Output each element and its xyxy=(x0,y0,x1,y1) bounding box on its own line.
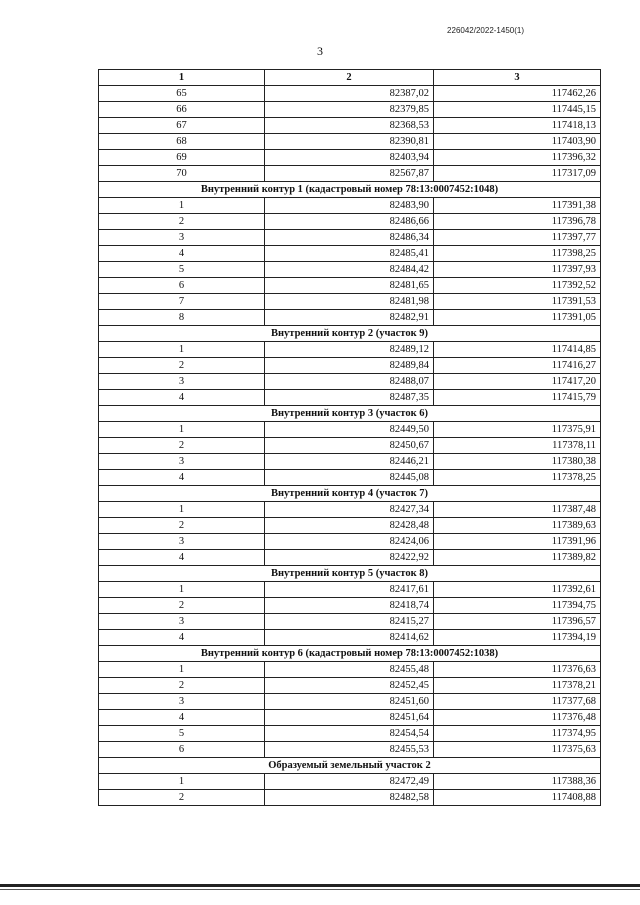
y-coordinate-cell: 117388,36 xyxy=(434,774,601,790)
table-row xyxy=(99,470,601,486)
point-number-cell: 1 xyxy=(99,422,265,438)
x-coordinate-cell: 82390,81 xyxy=(265,134,434,150)
table-row xyxy=(99,214,601,230)
point-number-cell: 2 xyxy=(99,790,265,806)
point-number-cell: 2 xyxy=(99,214,265,230)
section-title: Внутренний контур 1 (кадастровый номер 78:13:0007452:1048) xyxy=(99,182,601,198)
x-coordinate-cell: 82449,50 xyxy=(265,422,434,438)
table-row xyxy=(99,118,601,134)
x-coordinate-cell: 82472,49 xyxy=(265,774,434,790)
point-number-cell: 4 xyxy=(99,470,265,486)
x-coordinate-cell: 82452,45 xyxy=(265,678,434,694)
x-coordinate-cell: 82567,87 xyxy=(265,166,434,182)
bottom-divider-thin xyxy=(0,889,640,890)
page-number: 3 xyxy=(317,44,323,58)
bottom-divider xyxy=(0,884,640,887)
x-coordinate-cell: 82481,65 xyxy=(265,278,434,294)
point-number-cell: 69 xyxy=(99,150,265,166)
table-row xyxy=(99,166,601,182)
table-row xyxy=(99,390,601,406)
table-row xyxy=(99,374,601,390)
x-coordinate-cell: 82482,58 xyxy=(265,790,434,806)
x-coordinate-cell: 82486,66 xyxy=(265,214,434,230)
y-coordinate-cell: 117414,85 xyxy=(434,342,601,358)
x-coordinate-cell: 82454,54 xyxy=(265,726,434,742)
y-coordinate-cell: 117392,61 xyxy=(434,582,601,598)
x-coordinate-cell: 82486,34 xyxy=(265,230,434,246)
column-header: 1 xyxy=(99,70,265,86)
table-row xyxy=(99,790,601,806)
table-row xyxy=(99,358,601,374)
section-header-row xyxy=(99,486,601,502)
y-coordinate-cell: 117391,96 xyxy=(434,534,601,550)
point-number-cell: 2 xyxy=(99,598,265,614)
x-coordinate-cell: 82484,42 xyxy=(265,262,434,278)
table-row xyxy=(99,134,601,150)
x-coordinate-cell: 82418,74 xyxy=(265,598,434,614)
x-coordinate-cell: 82483,90 xyxy=(265,198,434,214)
point-number-cell: 2 xyxy=(99,678,265,694)
y-coordinate-cell: 117397,77 xyxy=(434,230,601,246)
x-coordinate-cell: 82451,60 xyxy=(265,694,434,710)
table-row xyxy=(99,150,601,166)
point-number-cell: 6 xyxy=(99,742,265,758)
point-number-cell: 68 xyxy=(99,134,265,150)
section-title: Образуемый земельный участок 2 xyxy=(99,758,601,774)
y-coordinate-cell: 117396,78 xyxy=(434,214,601,230)
x-coordinate-cell: 82424,06 xyxy=(265,534,434,550)
section-header-row xyxy=(99,182,601,198)
x-coordinate-cell: 82414,62 xyxy=(265,630,434,646)
table-row xyxy=(99,614,601,630)
y-coordinate-cell: 117394,75 xyxy=(434,598,601,614)
table-row xyxy=(99,246,601,262)
x-coordinate-cell: 82427,34 xyxy=(265,502,434,518)
x-coordinate-cell: 82450,67 xyxy=(265,438,434,454)
section-title: Внутренний контур 4 (участок 7) xyxy=(99,486,601,502)
point-number-cell: 4 xyxy=(99,710,265,726)
table-row xyxy=(99,422,601,438)
x-coordinate-cell: 82368,53 xyxy=(265,118,434,134)
point-number-cell: 4 xyxy=(99,390,265,406)
table-row xyxy=(99,550,601,566)
y-coordinate-cell: 117396,32 xyxy=(434,150,601,166)
table-body xyxy=(99,86,601,806)
table-row xyxy=(99,86,601,102)
x-coordinate-cell: 82482,91 xyxy=(265,310,434,326)
point-number-cell: 7 xyxy=(99,294,265,310)
point-number-cell: 5 xyxy=(99,726,265,742)
table-row xyxy=(99,342,601,358)
x-coordinate-cell: 82415,27 xyxy=(265,614,434,630)
x-coordinate-cell: 82481,98 xyxy=(265,294,434,310)
x-coordinate-cell: 82487,35 xyxy=(265,390,434,406)
y-coordinate-cell: 117392,52 xyxy=(434,278,601,294)
point-number-cell: 2 xyxy=(99,438,265,454)
y-coordinate-cell: 117317,09 xyxy=(434,166,601,182)
point-number-cell: 6 xyxy=(99,278,265,294)
table-row xyxy=(99,278,601,294)
y-coordinate-cell: 117418,13 xyxy=(434,118,601,134)
point-number-cell: 4 xyxy=(99,630,265,646)
x-coordinate-cell: 82488,07 xyxy=(265,374,434,390)
column-header: 3 xyxy=(434,70,601,86)
y-coordinate-cell: 117396,57 xyxy=(434,614,601,630)
column-header: 2 xyxy=(265,70,434,86)
x-coordinate-cell: 82489,12 xyxy=(265,342,434,358)
x-coordinate-cell: 82455,48 xyxy=(265,662,434,678)
table-row xyxy=(99,630,601,646)
section-header-row xyxy=(99,406,601,422)
y-coordinate-cell: 117391,38 xyxy=(434,198,601,214)
table-row xyxy=(99,454,601,470)
y-coordinate-cell: 117380,38 xyxy=(434,454,601,470)
coordinates-table xyxy=(98,69,601,806)
point-number-cell: 3 xyxy=(99,230,265,246)
y-coordinate-cell: 117376,63 xyxy=(434,662,601,678)
y-coordinate-cell: 117387,48 xyxy=(434,502,601,518)
point-number-cell: 4 xyxy=(99,550,265,566)
table-row xyxy=(99,198,601,214)
table-row xyxy=(99,710,601,726)
table-row xyxy=(99,774,601,790)
table-row xyxy=(99,438,601,454)
y-coordinate-cell: 117398,25 xyxy=(434,246,601,262)
x-coordinate-cell: 82489,84 xyxy=(265,358,434,374)
x-coordinate-cell: 82387,02 xyxy=(265,86,434,102)
point-number-cell: 1 xyxy=(99,342,265,358)
x-coordinate-cell: 82379,85 xyxy=(265,102,434,118)
table-row xyxy=(99,502,601,518)
x-coordinate-cell: 82485,41 xyxy=(265,246,434,262)
point-number-cell: 5 xyxy=(99,262,265,278)
x-coordinate-cell: 82455,53 xyxy=(265,742,434,758)
point-number-cell: 65 xyxy=(99,86,265,102)
x-coordinate-cell: 82451,64 xyxy=(265,710,434,726)
y-coordinate-cell: 117394,19 xyxy=(434,630,601,646)
table-row xyxy=(99,262,601,278)
table-row xyxy=(99,102,601,118)
point-number-cell: 3 xyxy=(99,454,265,470)
y-coordinate-cell: 117408,88 xyxy=(434,790,601,806)
y-coordinate-cell: 117462,26 xyxy=(434,86,601,102)
y-coordinate-cell: 117378,11 xyxy=(434,438,601,454)
y-coordinate-cell: 117376,48 xyxy=(434,710,601,726)
y-coordinate-cell: 117403,90 xyxy=(434,134,601,150)
table-header-row xyxy=(99,70,601,86)
point-number-cell: 3 xyxy=(99,374,265,390)
table-row xyxy=(99,310,601,326)
point-number-cell: 3 xyxy=(99,694,265,710)
y-coordinate-cell: 117375,63 xyxy=(434,742,601,758)
point-number-cell: 8 xyxy=(99,310,265,326)
point-number-cell: 67 xyxy=(99,118,265,134)
table-row xyxy=(99,694,601,710)
point-number-cell: 70 xyxy=(99,166,265,182)
y-coordinate-cell: 117417,20 xyxy=(434,374,601,390)
point-number-cell: 1 xyxy=(99,502,265,518)
point-number-cell: 3 xyxy=(99,534,265,550)
section-header-row xyxy=(99,566,601,582)
y-coordinate-cell: 117416,27 xyxy=(434,358,601,374)
table-row xyxy=(99,678,601,694)
x-coordinate-cell: 82403,94 xyxy=(265,150,434,166)
table-row xyxy=(99,598,601,614)
point-number-cell: 1 xyxy=(99,198,265,214)
y-coordinate-cell: 117377,68 xyxy=(434,694,601,710)
table-row xyxy=(99,582,601,598)
section-title: Внутренний контур 5 (участок 8) xyxy=(99,566,601,582)
y-coordinate-cell: 117415,79 xyxy=(434,390,601,406)
x-coordinate-cell: 82417,61 xyxy=(265,582,434,598)
y-coordinate-cell: 117389,82 xyxy=(434,550,601,566)
table-row xyxy=(99,742,601,758)
point-number-cell: 1 xyxy=(99,774,265,790)
y-coordinate-cell: 117374,95 xyxy=(434,726,601,742)
section-header-row xyxy=(99,646,601,662)
section-title: Внутренний контур 2 (участок 9) xyxy=(99,326,601,342)
y-coordinate-cell: 117375,91 xyxy=(434,422,601,438)
document-id: 226042/2022-1450(1) xyxy=(447,26,524,35)
section-title: Внутренний контур 6 (кадастровый номер 78:13:0007452:1038) xyxy=(99,646,601,662)
section-header-row xyxy=(99,758,601,774)
y-coordinate-cell: 117397,93 xyxy=(434,262,601,278)
table-row xyxy=(99,230,601,246)
x-coordinate-cell: 82445,08 xyxy=(265,470,434,486)
point-number-cell: 1 xyxy=(99,662,265,678)
table-row xyxy=(99,534,601,550)
y-coordinate-cell: 117389,63 xyxy=(434,518,601,534)
y-coordinate-cell: 117391,05 xyxy=(434,310,601,326)
y-coordinate-cell: 117445,15 xyxy=(434,102,601,118)
table-row xyxy=(99,294,601,310)
y-coordinate-cell: 117391,53 xyxy=(434,294,601,310)
point-number-cell: 66 xyxy=(99,102,265,118)
section-title: Внутренний контур 3 (участок 6) xyxy=(99,406,601,422)
point-number-cell: 2 xyxy=(99,358,265,374)
y-coordinate-cell: 117378,25 xyxy=(434,470,601,486)
point-number-cell: 1 xyxy=(99,582,265,598)
x-coordinate-cell: 82446,21 xyxy=(265,454,434,470)
section-header-row xyxy=(99,326,601,342)
x-coordinate-cell: 82422,92 xyxy=(265,550,434,566)
y-coordinate-cell: 117378,21 xyxy=(434,678,601,694)
table-row xyxy=(99,726,601,742)
x-coordinate-cell: 82428,48 xyxy=(265,518,434,534)
point-number-cell: 4 xyxy=(99,246,265,262)
table-row xyxy=(99,518,601,534)
point-number-cell: 3 xyxy=(99,614,265,630)
table-row xyxy=(99,662,601,678)
point-number-cell: 2 xyxy=(99,518,265,534)
